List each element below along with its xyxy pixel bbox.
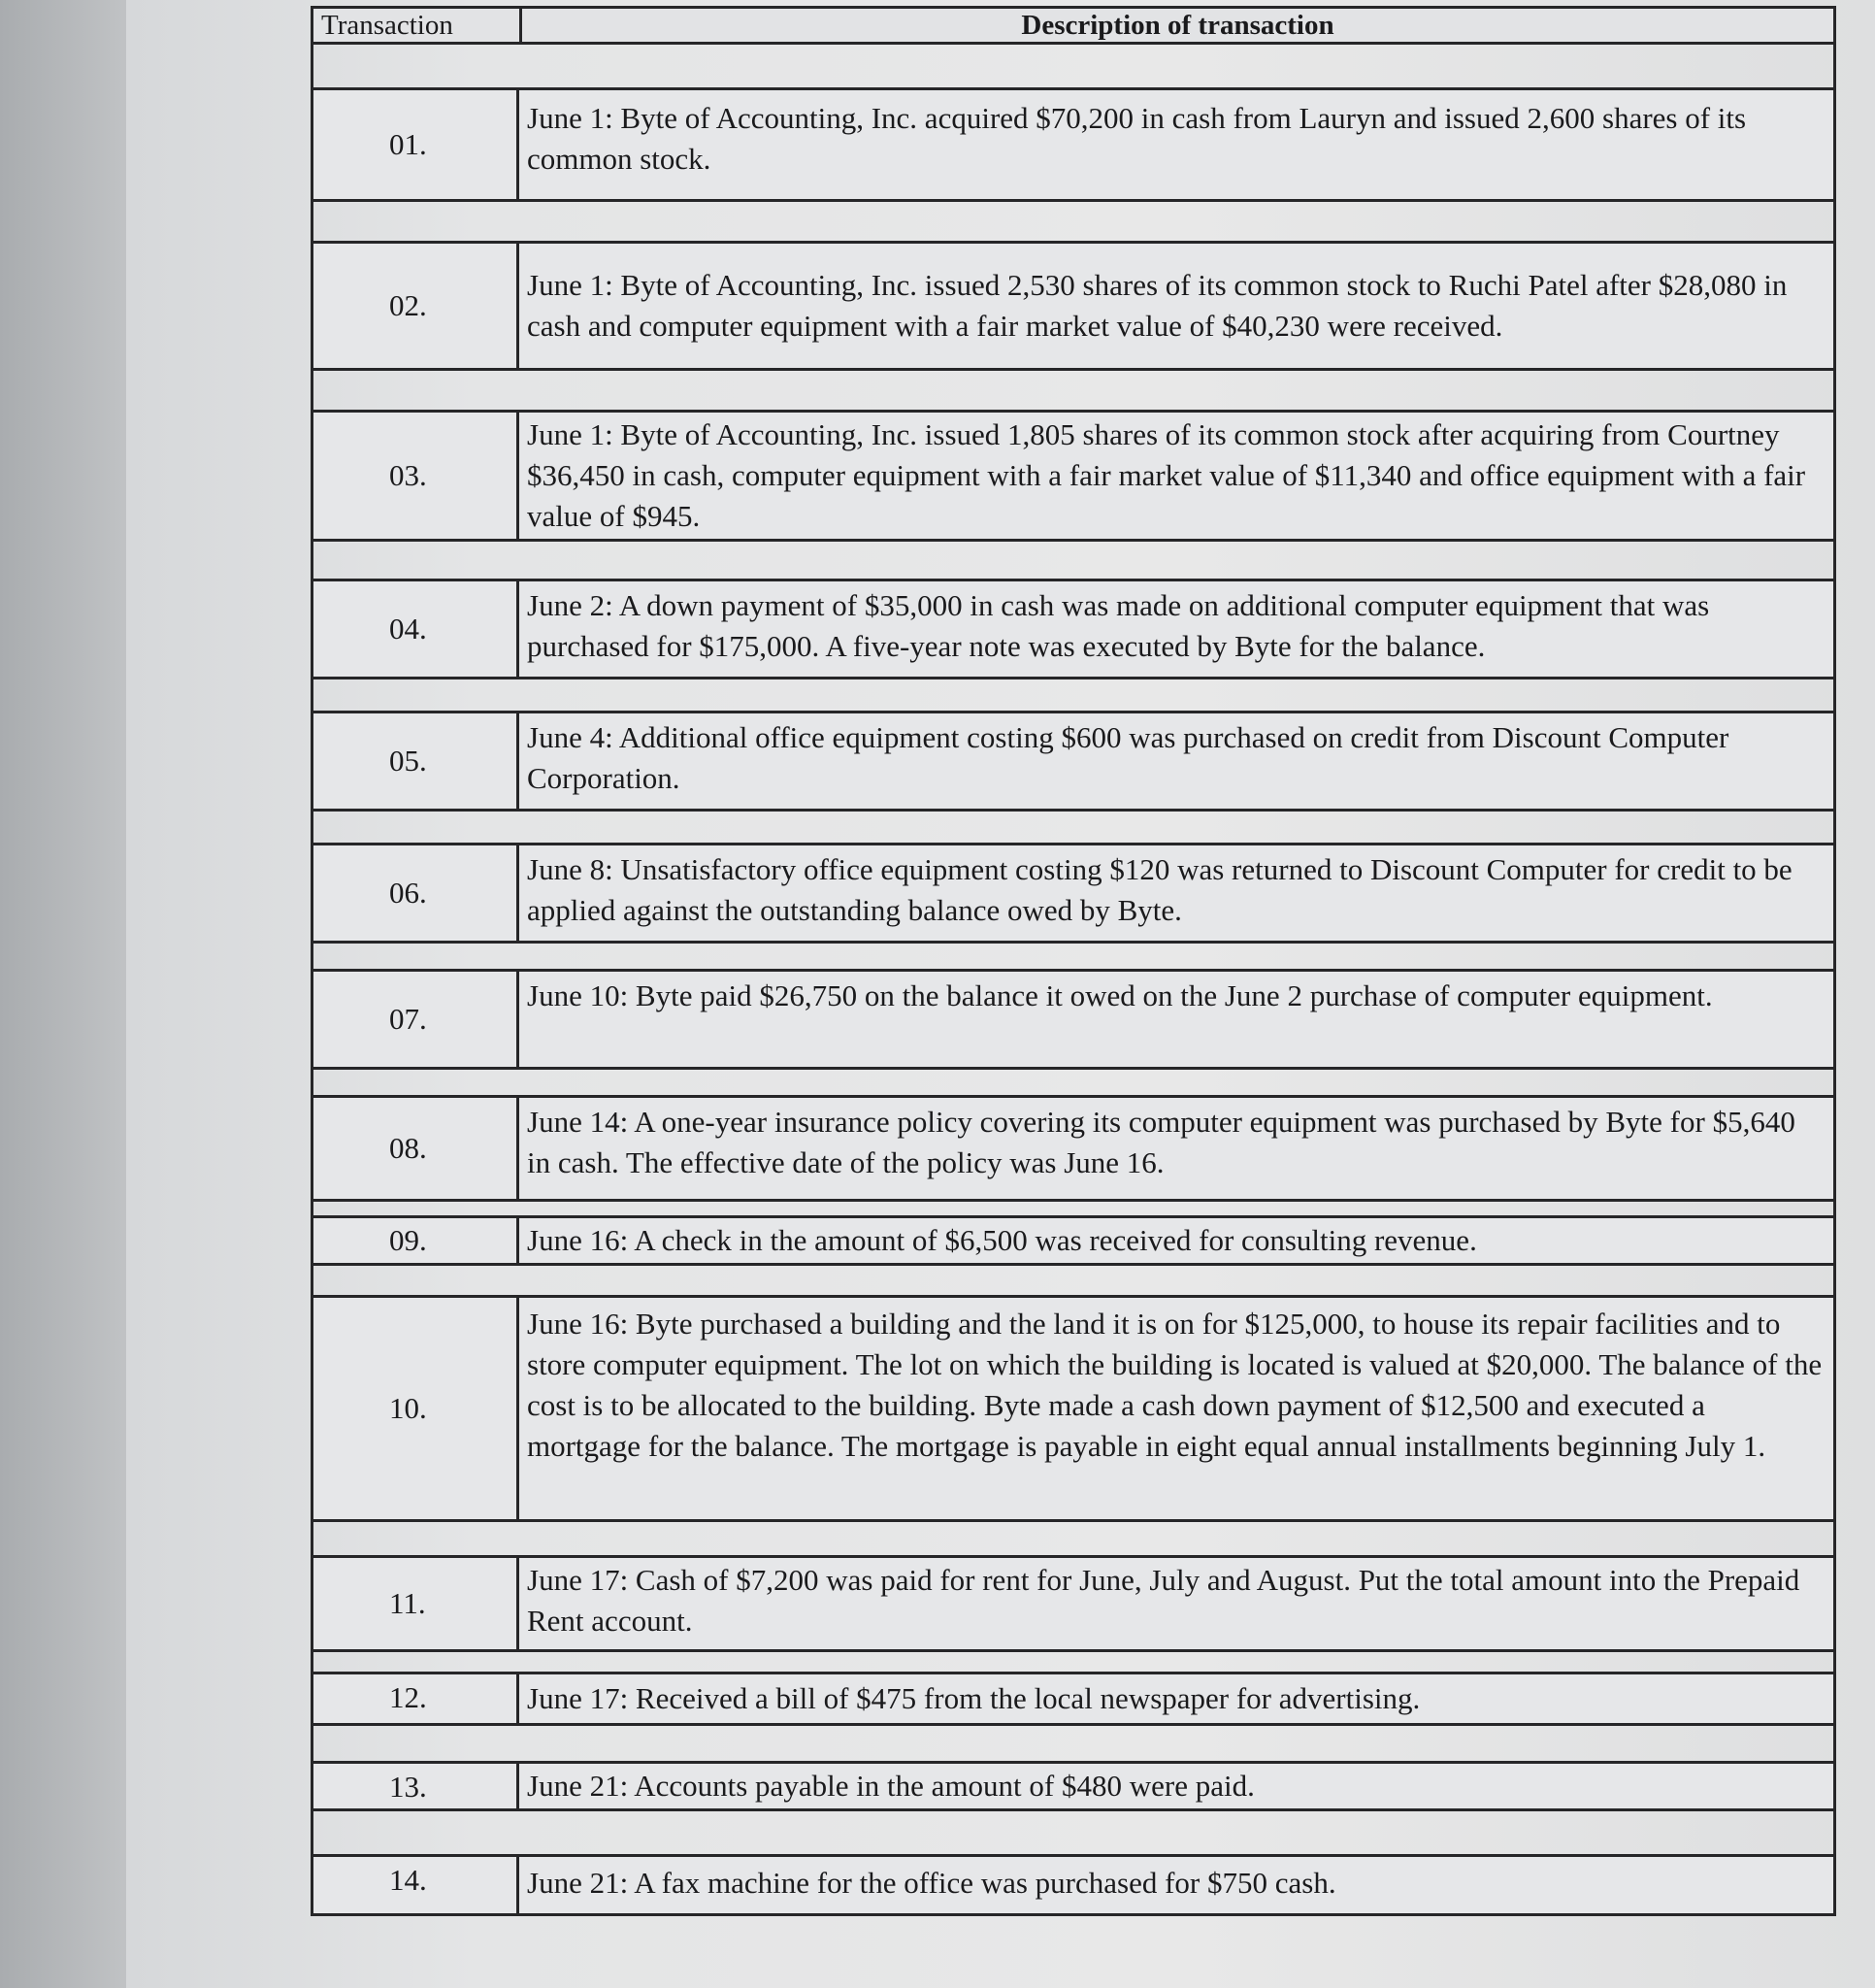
header-transaction: Transaction bbox=[311, 6, 522, 45]
transaction-description: June 17: Received a bill of $475 from the local newspaper for advertising. bbox=[527, 1681, 1421, 1715]
row-spacer bbox=[311, 1266, 1836, 1295]
transaction-description: June 16: A check in the amount of $6,500 was received for consulting revenue. bbox=[527, 1223, 1477, 1257]
transaction-description: June 4: Additional office equipment costing $600 was purchased on credit from Discount Computer Corporation. bbox=[527, 720, 1729, 795]
transaction-number: 10. bbox=[313, 1298, 519, 1519]
transaction-number: 14. bbox=[313, 1857, 519, 1913]
row-spacer bbox=[311, 45, 1836, 87]
table-row bbox=[311, 1854, 1836, 1916]
row-spacer bbox=[311, 1652, 1836, 1672]
transaction-number: 05. bbox=[313, 713, 519, 809]
table-header bbox=[311, 6, 1836, 45]
row-spacer bbox=[311, 1070, 1836, 1095]
transaction-description: June 2: A down payment of $35,000 in cash was made on additional computer equipment that was purchased for $175,000. A five-year note was executed by Byte for the balance. bbox=[527, 588, 1710, 663]
table-row bbox=[311, 87, 1836, 202]
table-row bbox=[311, 1555, 1836, 1652]
table-row bbox=[311, 579, 1836, 679]
header-description: Description of transaction bbox=[522, 6, 1836, 45]
outer-margin bbox=[0, 0, 146, 1988]
table-row bbox=[311, 241, 1836, 371]
row-spacer bbox=[311, 202, 1836, 241]
transaction-number: 01. bbox=[313, 90, 519, 199]
row-spacer bbox=[311, 542, 1836, 579]
transaction-description: June 21: Accounts payable in the amount of $480 were paid. bbox=[527, 1769, 1255, 1803]
transaction-description: June 1: Byte of Accounting, Inc. issued 2,530 shares of its common stock to Ruchi Patel after $28,080 in cash and computer equipment with a fair market value of $40,230 were received. bbox=[527, 268, 1788, 343]
transaction-description: June 17: Cash of $7,200 was paid for rent for June, July and August. Put the total amount into the Prepaid Rent account. bbox=[527, 1563, 1800, 1638]
row-spacer bbox=[311, 812, 1836, 843]
table-row bbox=[311, 1761, 1836, 1811]
transactions-table bbox=[311, 6, 1836, 1916]
transaction-number: 08. bbox=[313, 1098, 519, 1199]
transaction-description: June 10: Byte paid $26,750 on the balance it owed on the June 2 purchase of computer equipment. bbox=[527, 978, 1713, 1012]
transaction-number: 06. bbox=[313, 845, 519, 941]
transaction-description: June 16: Byte purchased a building and the land it is on for $125,000, to house its repair facilities and to store computer equipment. The lot on which the building is located is valued at $20,000. The balance of the cost is to be allocated to the building. Byte made a cash down payment of $12,500 and executed a mortgage for the balance. The mortgage is payable in eight equal annual installments beginning July 1. bbox=[527, 1307, 1823, 1463]
transaction-number: 09. bbox=[313, 1218, 519, 1263]
table-row bbox=[311, 843, 1836, 944]
transaction-number: 04. bbox=[313, 581, 519, 677]
transaction-description: June 21: A fax machine for the office was purchased for $750 cash. bbox=[527, 1866, 1336, 1900]
row-spacer bbox=[311, 1811, 1836, 1854]
table-row bbox=[311, 969, 1836, 1070]
row-spacer bbox=[311, 371, 1836, 410]
transaction-number: 12. bbox=[313, 1674, 519, 1723]
row-spacer bbox=[311, 1202, 1836, 1215]
transaction-description: June 1: Byte of Accounting, Inc. acquired $70,200 in cash from Lauryn and issued 2,600 shares of its common stock. bbox=[527, 101, 1747, 176]
table-row bbox=[311, 1215, 1836, 1266]
transaction-description: June 8: Unsatisfactory office equipment costing $120 was returned to Discount Computer for credit to be applied against the outstanding balance owed by Byte. bbox=[527, 852, 1793, 927]
transaction-description: June 14: A one-year insurance policy covering its computer equipment was purchased by Byte for $5,640 in cash. The effective date of the policy was June 16. bbox=[527, 1105, 1795, 1179]
transaction-number: 02. bbox=[313, 244, 519, 368]
row-spacer bbox=[311, 1522, 1836, 1555]
table-row bbox=[311, 711, 1836, 812]
transaction-description: June 1: Byte of Accounting, Inc. issued 1,805 shares of its common stock after acquiring from Courtney $36,450 in cash, computer equipment with a fair market value of $11,340 and office equipment with a fair value of $945. bbox=[527, 417, 1806, 533]
row-spacer bbox=[311, 1726, 1836, 1761]
transaction-number: 07. bbox=[313, 972, 519, 1067]
row-spacer bbox=[311, 944, 1836, 969]
table-row bbox=[311, 1295, 1836, 1522]
transaction-number: 03. bbox=[313, 413, 519, 539]
table-row bbox=[311, 1095, 1836, 1202]
table-row bbox=[311, 1672, 1836, 1726]
table-row bbox=[311, 410, 1836, 542]
row-spacer bbox=[311, 679, 1836, 711]
transaction-number: 13. bbox=[313, 1764, 519, 1808]
transaction-number: 11. bbox=[313, 1558, 519, 1649]
